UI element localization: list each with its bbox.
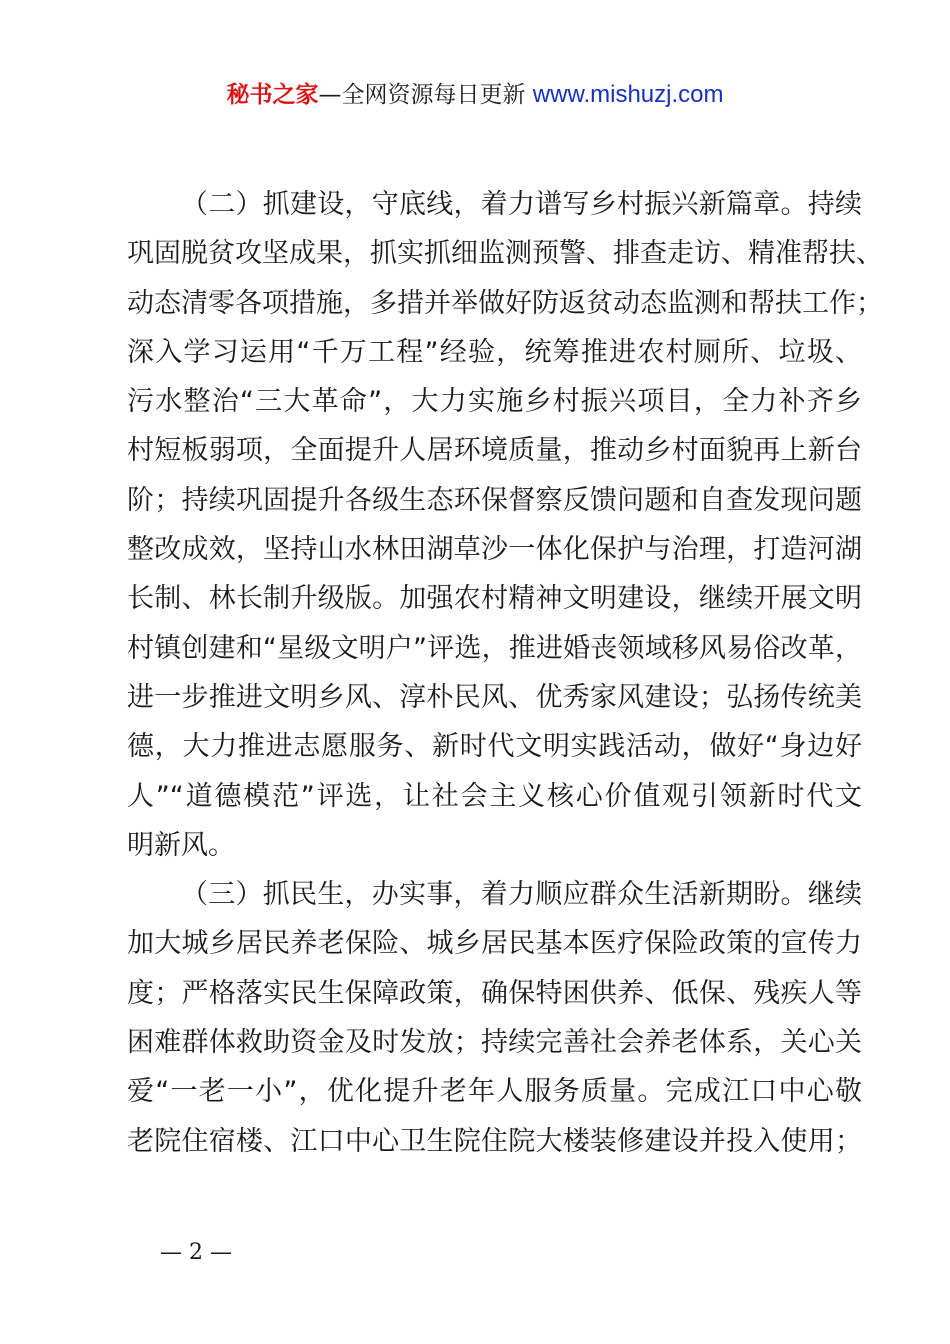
text-line: 污水整治“三大革命”，大力实施乡村振兴项目，全力补齐乡 <box>127 386 862 418</box>
site-header <box>0 78 950 112</box>
document-body <box>127 180 883 1166</box>
text-line: （三）抓民生，办实事，着力顺应群众生活新期盼。继续 <box>181 879 862 911</box>
text-line: 村镇创建和“星级文明户”评选，推进婚丧领域移风易俗改革， <box>127 632 862 664</box>
text-line: 加大城乡居民养老保险、城乡居民基本医疗保险政策的宣传力 <box>127 928 862 960</box>
text-line: 老院住宿楼、江口中心卫生院住院大楼装修建设并投入使用； <box>127 1125 862 1157</box>
text-line: （二）抓建设，守底线，着力谱写乡村振兴新篇章。持续 <box>181 189 862 220</box>
text-line: 德，大力推进志愿服务、新时代文明实践活动，做好“身边好 <box>127 731 862 763</box>
text-line: 明新风。 <box>127 829 235 861</box>
text-line: 长制、林长制升级版。加强农村精神文明建设，继续开展文明 <box>127 583 862 615</box>
page-number: — 2 — <box>160 1240 232 1265</box>
text-line: 阶；持续巩固提升各级生态环保督察反馈问题和自查发现问题 <box>127 484 862 516</box>
text-line: 爱“一老一小”，优化提升老年人服务质量。完成江口中心敬 <box>127 1076 862 1108</box>
paragraph-construction <box>127 180 883 870</box>
text-line: 困难群体救助资金及时发放；持续完善社会养老体系，关心关 <box>127 1027 862 1059</box>
text-line: 人”“道德模范”评选，让社会主义核心价值观引领新时代文 <box>127 780 862 812</box>
text-line: 进一步推进文明乡风、淳朴民风、优秀家风建设；弘扬传统美 <box>127 681 862 713</box>
site-brand: 秘书之家 <box>226 82 319 108</box>
site-url-link[interactable]: www.mishuzj.com <box>532 81 724 108</box>
text-line: 巩固脱贫攻坚成果，抓实抓细监测预警、排查走访、精准帮扶、 <box>127 238 883 270</box>
paragraph-livelihood <box>127 870 862 1166</box>
text-line: 度；严格落实民生保障政策，确保特困供养、低保、残疾人等 <box>127 977 862 1009</box>
text-line: 动态清零各项措施，多措并举做好防返贫动态监测和帮扶工作； <box>127 287 883 319</box>
text-line: 深入学习运用“千万工程”经验，统筹推进农村厕所、垃圾、 <box>127 336 862 368</box>
text-line: 村短板弱项，全面提升人居环境质量，推动乡村面貌再上新台 <box>127 435 862 467</box>
text-line: 整改成效，坚持山水林田湖草沙一体化保护与治理，打造河湖 <box>127 534 862 566</box>
site-tagline: —全网资源每日更新 <box>318 82 526 108</box>
